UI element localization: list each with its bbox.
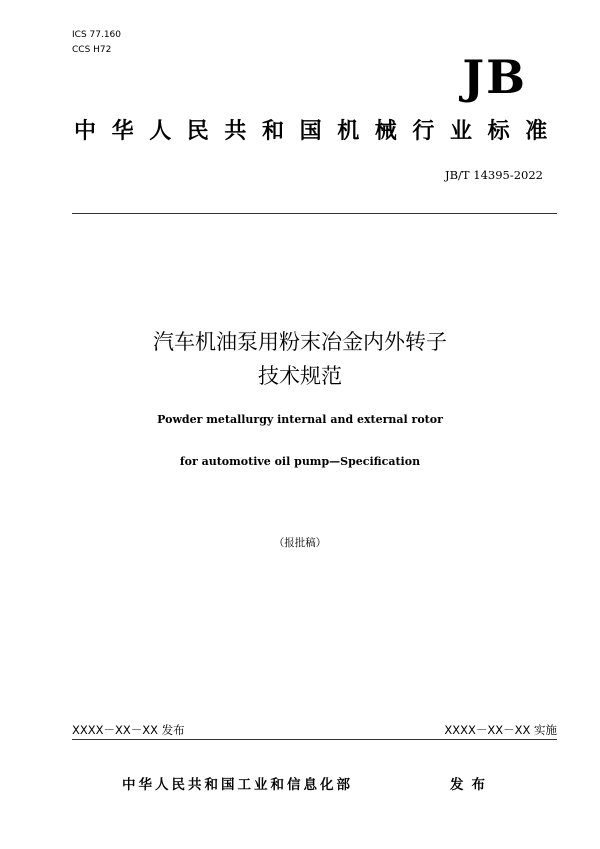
- title-cn-line2: 技术规范: [258, 364, 342, 388]
- ics-code: ICS 77.160: [72, 30, 122, 40]
- bottom-divider: [72, 739, 557, 740]
- title-cn-line1: 汽车机油泵用粉末冶金内外转子: [153, 330, 447, 354]
- title-en-line2: for automotive oil pump—Specification: [179, 455, 421, 468]
- issuing-authority: 中华人民共和国工业和信息化部: [122, 777, 353, 793]
- issue-date: XXXX－XX－XX 发布: [72, 723, 185, 737]
- issue-action: 发布: [450, 777, 493, 793]
- standard-type-heading: 中华人民共和国机械行业标准: [74, 119, 563, 144]
- standard-number: JB/T 14395-2022: [445, 168, 543, 182]
- ccs-code: CCS H72: [72, 45, 112, 55]
- top-divider: [72, 213, 557, 214]
- jb-logo: JB: [462, 50, 527, 104]
- implementation-date: XXXX－XX－XX 实施: [444, 723, 557, 737]
- title-en-line1: Powder metallurgy internal and external rotor: [157, 413, 443, 426]
- draft-status: （报批稿）: [273, 537, 327, 549]
